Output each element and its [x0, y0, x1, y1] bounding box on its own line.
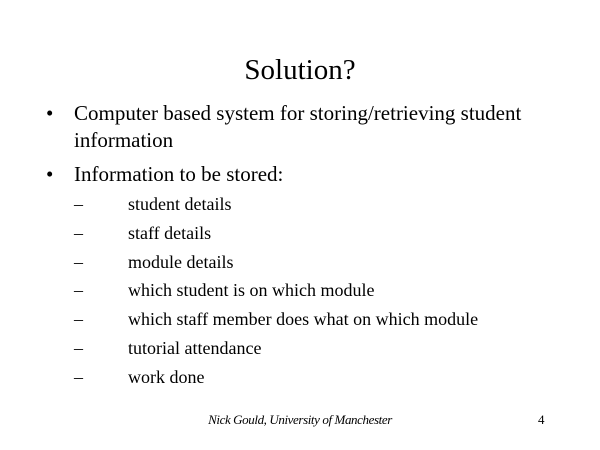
sub-bullet-text: student details — [128, 194, 232, 214]
sub-bullet-text: work done — [128, 366, 205, 387]
sub-bullet-list — [74, 193, 478, 395]
sub-bullet-item — [74, 337, 478, 359]
bullet-icon: • — [46, 162, 54, 186]
slide-footer: Nick Gould, University of Manchester — [208, 412, 392, 427]
sub-bullet-item — [74, 222, 478, 244]
bullet-text: Computer based system for storing/retrieving student information — [74, 101, 522, 152]
sub-bullet-item — [74, 193, 478, 215]
bullet-text: Information to be stored: — [74, 162, 284, 186]
sub-bullet-text: which student is on which module — [128, 280, 375, 301]
bullet-item — [42, 161, 562, 188]
sub-bullet-text: staff details — [128, 222, 212, 243]
sub-bullet-item — [74, 279, 478, 301]
dash-icon: – — [74, 251, 83, 272]
dash-icon: – — [74, 337, 83, 358]
bullet-icon: • — [46, 101, 54, 125]
bullet-item — [42, 100, 562, 154]
sub-bullet-text: which staff member does what on which module — [128, 309, 479, 330]
sub-bullet-text: tutorial attendance — [128, 337, 262, 358]
sub-bullet-item — [74, 308, 478, 330]
dash-icon: – — [74, 222, 83, 243]
sub-bullet-item — [74, 366, 478, 388]
dash-icon: – — [74, 194, 83, 214]
dash-icon: – — [74, 366, 83, 387]
sub-bullet-text: module details — [128, 251, 234, 272]
dash-icon: – — [74, 280, 83, 301]
sub-bullet-item — [74, 251, 478, 273]
dash-icon: – — [74, 309, 83, 330]
bullet-list — [42, 100, 562, 195]
page-number: 4 — [538, 412, 545, 427]
slide-title: Solution? — [244, 54, 356, 86]
